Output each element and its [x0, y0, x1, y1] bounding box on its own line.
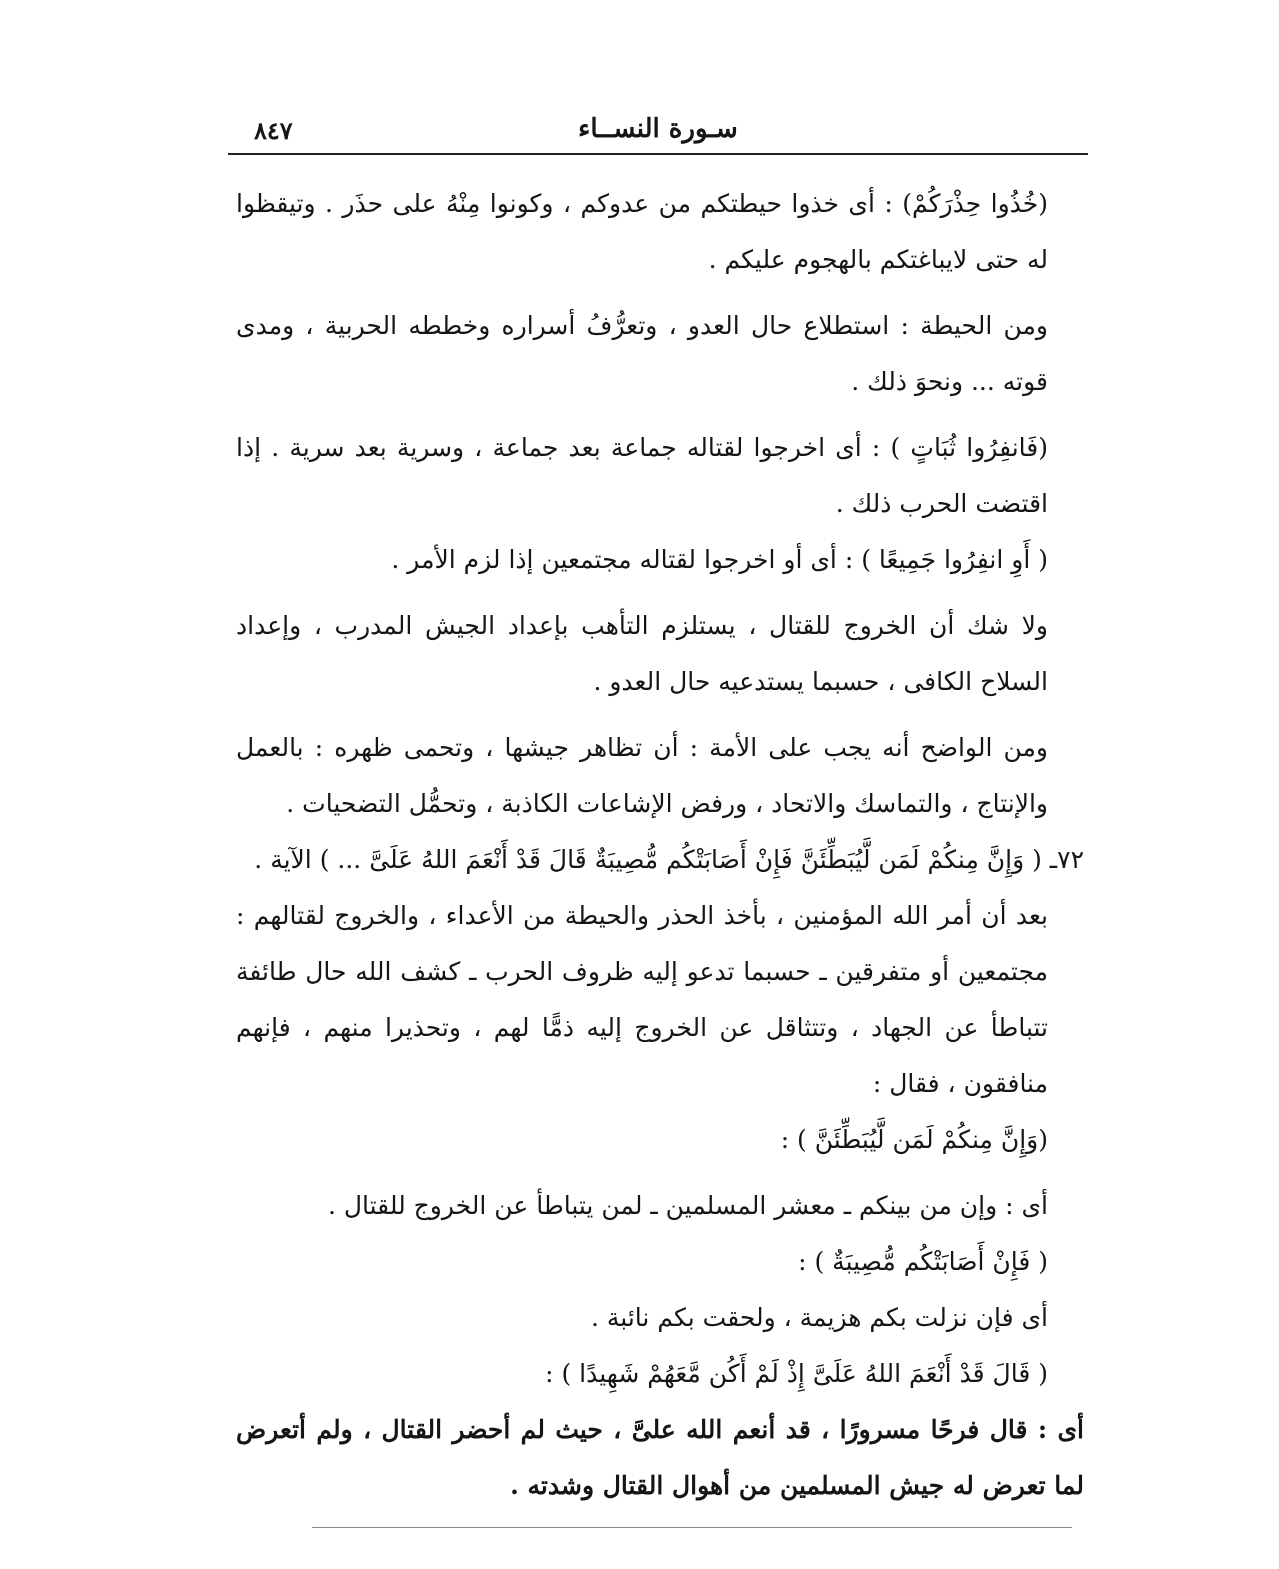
verse-quote-2: ( فَإِنْ أَصَابَتْكُم مُّصِيبَةٌ ) : — [798, 1247, 1048, 1276]
explanation-2: أى فإن نزلت بكم هزيمة ، ولحقت بكم نائبة . — [591, 1303, 1048, 1332]
verse-quote-3: ( قَالَ قَدْ أَنْعَمَ اللهُ عَلَىَّ إِذْ لَمْ أَكُن مَّعَهُمْ شَهِيدًا ) : — [545, 1359, 1048, 1388]
paragraph-hita: ومن الحيطة : استطلاع حال العدو ، وتعرُّفُ أسراره وخططه الحربية ، ومدى قوته ... ونحوَ ذلك . — [236, 311, 1048, 396]
paragraph-preparation: ولا شك أن الخروج للقتال ، يستلزم التأهب بإعداد الجيش المدرب ، وإعداد السلاح الكافى ، حسبما يستدعيه حال العدو . — [236, 611, 1048, 696]
body-text — [236, 176, 1084, 1514]
footer-rule — [312, 1527, 1072, 1528]
paragraph-thubat: (فَانفِرُوا ثُبَاتٍ ) : أى اخرجوا لقتاله جماعة بعد جماعة ، وسرية بعد سرية . إذا اقتضت الحرب ذلك . — [236, 433, 1048, 518]
verse-quote-1: (وَإِنَّ مِنكُمْ لَمَن لَّيُبَطِّئَنَّ ) : — [780, 1125, 1048, 1154]
paragraph-jamian: ( أَوِ انفِرُوا جَمِيعًا ) : أى أو اخرجوا لقتاله مجتمعين إذا لزم الأمر . — [391, 545, 1048, 574]
page-number: ٨٤٧ — [254, 116, 293, 145]
verse-72-heading: ٧٢ـ ( وَإِنَّ مِنكُمْ لَمَن لَّيُبَطِّئَنَّ فَإِنْ أَصَابَتْكُم مُّصِيبَةٌ قَالَ قَدْ أَنْعَمَ اللهُ عَلَىَّ ... ) الآية . — [254, 845, 1084, 874]
paragraph-ummah: ومن الواضح أنه يجب على الأمة : أن تظاهر جيشها ، وتحمى ظهره : بالعمل والإنتاج ، والتماسك والاتحاد ، ورفض الإشاعات الكاذبة ، وتحمُّل التضحيات . — [236, 733, 1048, 818]
explanation-3: أى : قال فرحًا مسرورًا ، قد أنعم الله علىَّ ، حيث لم أحضر القتال ، ولم أتعرض لما تعرض له جيش المسلمين من أهوال القتال وشدته . — [236, 1415, 1084, 1500]
paragraph-munafiqun: بعد أن أمر الله المؤمنين ، بأخذ الحذر والحيطة من الأعداء ، والخروج لقتالهم : مجتمعين أو متفرقين ـ حسبما تدعو إليه ظروف الحرب ـ كشف الله حال طائفة تتباطأ عن الجهاد ، وتتثاقل عن الخروج إليه ذمًّا لهم ، وتحذيرا منهم ، فإنهم منافقون ، فقال : — [236, 901, 1048, 1098]
explanation-1: أى : وإن من بينكم ـ معشر المسلمين ـ لمن يتباطأ عن الخروج للقتال . — [327, 1191, 1048, 1220]
page-header — [228, 110, 1088, 150]
running-title: سـورة النســاء — [578, 114, 738, 144]
paragraph-hidhr: (خُذُوا حِذْرَكُمْ) : أى خذوا حيطتكم من عدوكم ، وكونوا مِنْهُ على حذَر . وتيقظوا له حتى لايباغتكم بالهجوم عليكم . — [236, 189, 1048, 274]
header-rule — [228, 153, 1088, 155]
